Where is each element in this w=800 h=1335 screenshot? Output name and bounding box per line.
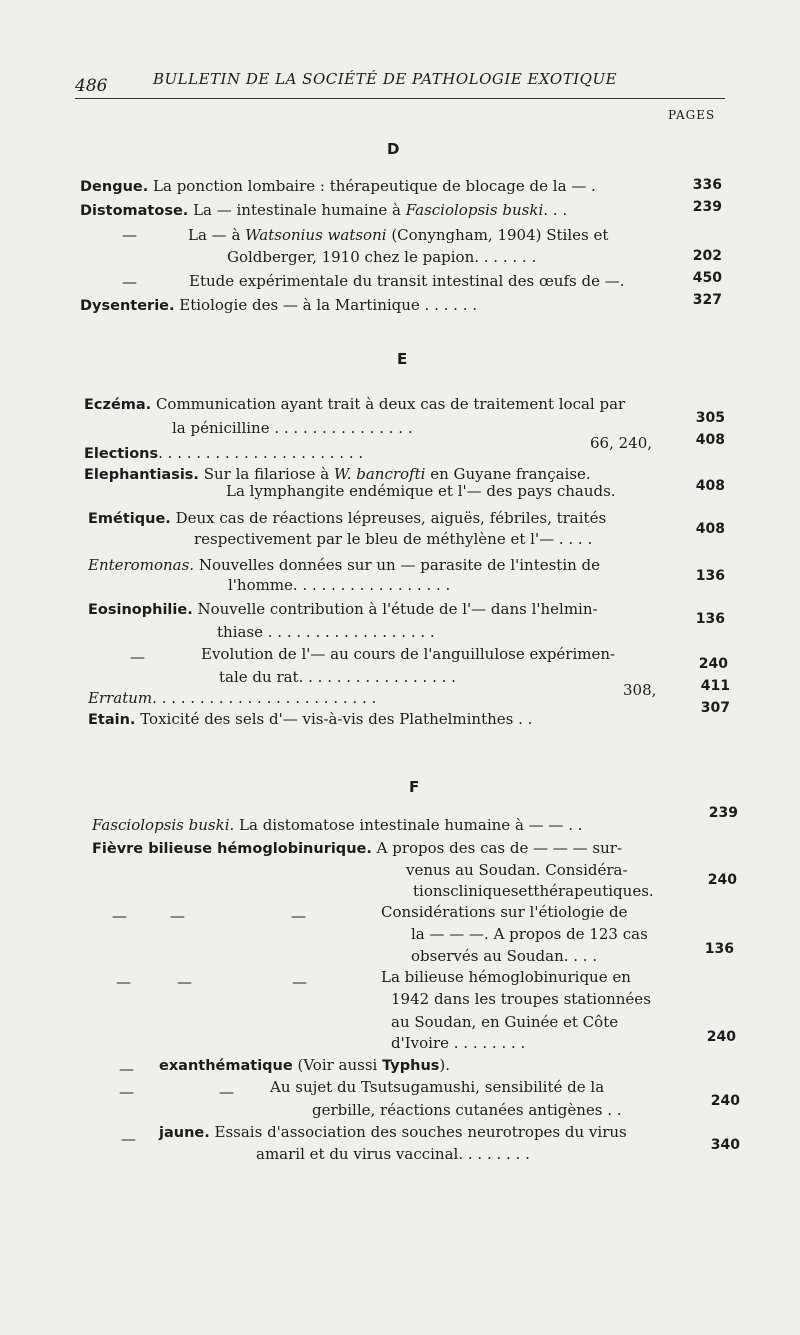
ditto-dash: — — [116, 973, 131, 991]
entry-continuation: thiase . . . . . . . . . . . . . . . . . . — [217, 623, 435, 641]
entry-continuation: La lymphangite endémique et l'— des pays chauds. — [226, 482, 616, 500]
section-letter-e: E — [397, 350, 408, 368]
entry-continuation: amaril et du virus vaccinal. . . . . . . . — [256, 1145, 530, 1163]
section-letter-f: F — [409, 778, 420, 796]
index-term: Eosinophilie. — [88, 602, 193, 618]
index-term: Elections — [84, 446, 159, 462]
entry-eosinophilie — [88, 600, 598, 618]
entry-distomatose-transit: Etude expérimentale du transit intestinal des œufs de —. — [189, 272, 625, 290]
entry-fievre-1942: La bilieuse hémoglobinurique en — [381, 968, 631, 986]
entry-text: La — intestinale humaine à — [188, 201, 406, 219]
entry-continuation: tale du rat. . . . . . . . . . . . . . . . . — [219, 668, 456, 686]
entry-text: . La distomatose intestinale humaine à — — . . — [229, 816, 583, 834]
index-term: Etain. — [88, 712, 136, 728]
section-letter-d: D — [387, 140, 400, 158]
entry-text: en Guyane française. — [425, 465, 591, 483]
page-ref-extra: 308, — [623, 681, 657, 699]
entry-text: . . . . . . . . . . . . . . . . . . . . . . . . — [152, 689, 377, 707]
entry-distomatose-watsonius — [188, 226, 608, 244]
entry-continuation: venus au Soudan. Considéra- — [406, 861, 628, 879]
ditto-dash: — — [130, 648, 145, 666]
ditto-dash: — — [219, 1083, 234, 1101]
entry-text: A propos des cas de — — — sur- — [371, 839, 623, 857]
entry-dysenterie — [80, 296, 477, 314]
entry-text: Nouvelle contribution à l'étude de l'— dans l'helmin- — [192, 600, 598, 618]
entry-enteromonas — [88, 556, 600, 574]
entry-jaune — [159, 1123, 627, 1141]
entry-continuation: 1942 dans les troupes stationnées — [391, 990, 651, 1008]
ditto-dash: — — [177, 973, 192, 991]
page-ref: 202 — [692, 248, 722, 264]
entry-fasciolopsis — [92, 816, 583, 834]
ditto-dash: — — [291, 907, 306, 925]
entry-text: Sur la filariose à — [198, 465, 334, 483]
entry-continuation: observés au Soudan. . . . — [411, 947, 598, 965]
entry-emetique — [88, 509, 606, 527]
entry-erratum — [88, 689, 376, 707]
page-ref: 450 — [692, 270, 722, 286]
page-ref: 327 — [692, 292, 722, 308]
entry-continuation: l'homme. . . . . . . . . . . . . . . . . — [228, 576, 451, 594]
index-term: Enteromonas. — [88, 556, 195, 574]
index-term: Emétique. — [88, 511, 171, 527]
page-ref: 305 — [695, 410, 725, 426]
page-number: 486 — [75, 76, 108, 96]
index-term: Erratum — [88, 689, 153, 707]
entry-text-italic: Fasciolopsis buski — [405, 201, 544, 219]
page-ref: 408 — [695, 478, 725, 494]
entry-text: Toxicité des sels d'— vis-à-vis des Plathelminthes . . — [135, 710, 533, 728]
entry-elections — [84, 444, 363, 462]
page-ref: 411 — [700, 678, 730, 694]
entry-continuation: respectivement par le bleu de méthylène et l'— . . . . — [194, 530, 593, 548]
index-term: Eczéma. — [84, 397, 152, 413]
ditto-dash: — — [112, 907, 127, 925]
ditto-dash: — — [122, 273, 137, 291]
ditto-dash: — — [121, 1130, 136, 1148]
entry-tsutsugamushi: Au sujet du Tsutsugamushi, sensibilité de la — [270, 1078, 605, 1096]
index-term: Fièvre bilieuse hémoglobinurique. — [92, 841, 372, 857]
page-ref: 136 — [695, 568, 725, 584]
entry-text: Nouvelles données sur un — parasite de l'intestin de — [194, 556, 601, 574]
entry-text: La — à — [188, 226, 246, 244]
entry-continuation: gerbille, réactions cutanées antigènes . . — [312, 1101, 622, 1119]
index-term: Dysenterie. — [80, 298, 175, 314]
entry-distomatose — [80, 201, 567, 219]
index-term: Elephantiasis. — [84, 467, 199, 483]
index-term: Fasciolopsis buski — [92, 816, 230, 834]
entry-continuation: tionscliniquesetthérapeutiques. — [413, 882, 654, 900]
entry-continuation: la — — —. A propos de 123 cas — [411, 925, 648, 943]
ditto-dash: — — [170, 907, 185, 925]
entry-eosinophilie-rat: Evolution de l'— au cours de l'anguillulose expérimen- — [201, 645, 616, 663]
page-ref: 239 — [692, 199, 722, 215]
entry-fievre — [92, 839, 622, 857]
header-rule — [75, 98, 725, 99]
entry-text-italic: Watsonius watsoni — [245, 226, 387, 244]
index-term: exanthématique — [159, 1058, 293, 1074]
entry-continuation: d'Ivoire . . . . . . . . — [391, 1034, 526, 1052]
index-term: jaune. — [159, 1125, 210, 1141]
entry-continuation: Goldberger, 1910 chez le papion. . . . . . . — [227, 248, 537, 266]
ditto-dash: — — [119, 1083, 134, 1101]
entry-text: (Conyngham, 1904) Stiles et — [386, 226, 609, 244]
entry-text: Deux cas de réactions lépreuses, aiguës, fébriles, traités — [170, 509, 607, 527]
ditto-dash: — — [292, 973, 307, 991]
entry-eczema — [84, 395, 625, 413]
ditto-dash: — — [122, 226, 137, 244]
index-term: Distomatose. — [80, 203, 189, 219]
page-header — [75, 68, 725, 98]
entry-etain — [88, 710, 532, 728]
index-term: Dengue. — [80, 179, 149, 195]
page-ref: 408 — [695, 521, 725, 537]
entry-continuation: la pénicilline . . . . . . . . . . . . . . . — [172, 419, 413, 437]
page-ref: 336 — [692, 177, 722, 193]
page-ref: 136 — [695, 611, 725, 627]
page-ref: 240 — [698, 656, 728, 672]
entry-text: Communication ayant trait à deux cas de traitement local par — [151, 395, 626, 413]
entry-text: . . . — [543, 201, 568, 219]
entry-text: ). — [439, 1056, 451, 1074]
page-ref: 136 — [704, 941, 734, 957]
entry-fievre-etiologie: Considérations sur l'étiologie de — [381, 903, 628, 921]
entry-text: . . . . . . . . . . . . . . . . . . . . . . — [158, 444, 364, 462]
page-ref: 340 — [710, 1137, 740, 1153]
page-ref-extra: 66, 240, — [590, 434, 653, 452]
cross-ref-term: Typhus — [382, 1058, 440, 1074]
entry-text: (Voir aussi — [292, 1056, 383, 1074]
page-ref: 408 — [695, 432, 725, 448]
entry-continuation: au Soudan, en Guinée et Côte — [391, 1013, 619, 1031]
entry-text: La ponction lombaire : thérapeutique de blocage de la — . — [148, 177, 596, 195]
entry-text-italic: W. bancrofti — [333, 465, 426, 483]
entry-text: Etiologie des — à la Martinique . . . . . . — [174, 296, 478, 314]
running-title: BULLETIN DE LA SOCIÉTÉ DE PATHOLOGIE EXOTIQUE — [153, 70, 618, 88]
page-ref: 307 — [700, 700, 730, 716]
pages-column-label: PAGES — [668, 108, 716, 122]
entry-elephantiasis — [84, 465, 591, 483]
entry-text: Essais d'association des souches neurotropes du virus — [209, 1123, 627, 1141]
page-ref: 240 — [707, 872, 737, 888]
page-ref: 240 — [710, 1093, 740, 1109]
page-ref: 240 — [706, 1029, 736, 1045]
entry-dengue — [80, 177, 596, 195]
page-ref: 239 — [708, 805, 738, 821]
entry-exanthematique — [159, 1056, 450, 1074]
ditto-dash: — — [119, 1060, 134, 1078]
